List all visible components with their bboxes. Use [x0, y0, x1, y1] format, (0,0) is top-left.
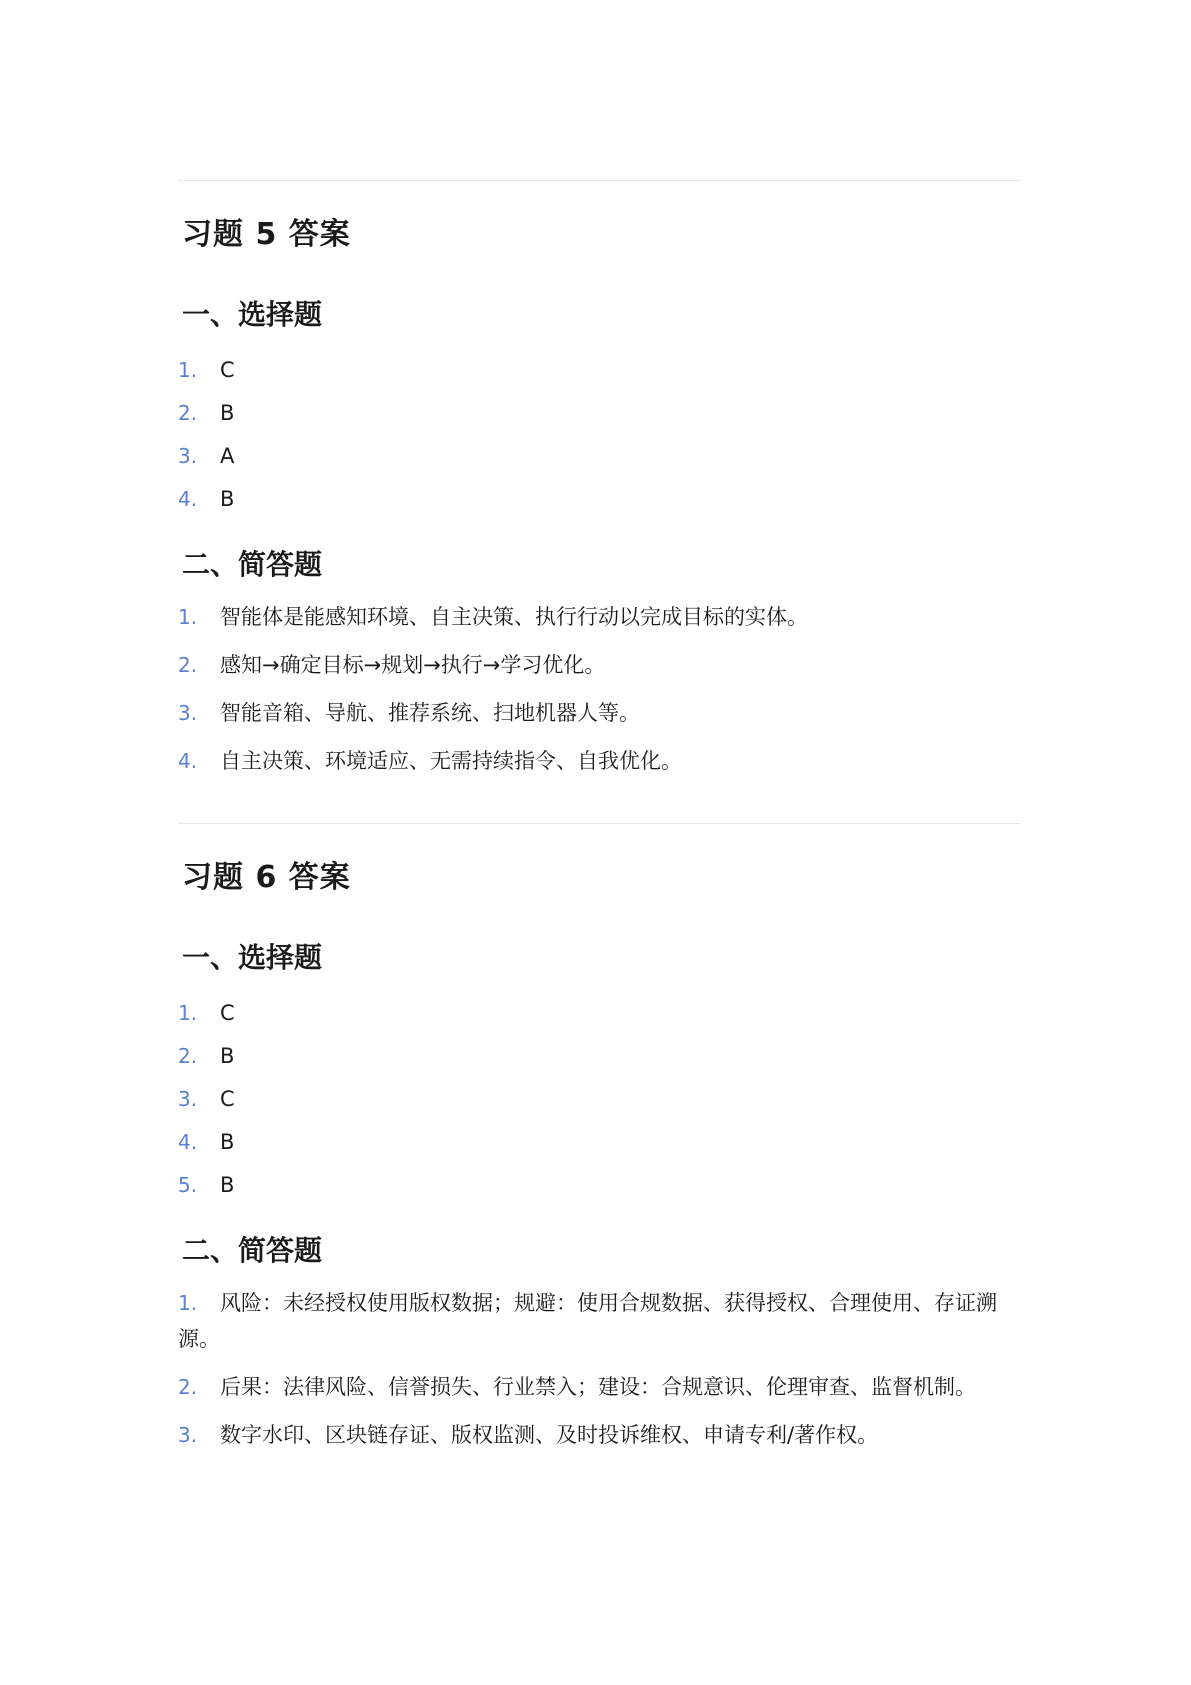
item-number: 3.	[178, 1087, 198, 1111]
short-answer-text: 自主决策、环境适应、无需持续指令、自我优化。	[220, 749, 682, 773]
section-title: 习题 5 答案	[182, 217, 351, 252]
short-answer-text: 智能音箱、导航、推荐系统、扫地机器人等。	[220, 701, 640, 725]
item-number: 5.	[178, 1173, 198, 1197]
choice-answer: C	[220, 358, 235, 382]
item-number: 1.	[178, 605, 198, 629]
list-item	[178, 392, 1020, 435]
list-item	[178, 1121, 1020, 1164]
exercise-5-section	[178, 180, 1020, 779]
choice-answer-list	[178, 349, 1020, 521]
list-item	[178, 1164, 1020, 1207]
item-number: 3.	[178, 701, 198, 725]
choice-answer: A	[220, 444, 235, 468]
item-number: 4.	[178, 487, 198, 511]
section-title: 习题 6 答案	[182, 860, 351, 895]
list-item	[178, 647, 1020, 683]
list-item	[178, 1078, 1020, 1121]
item-number: 2.	[178, 1044, 198, 1068]
short-answer-list	[178, 1285, 1020, 1453]
short-answer-list	[178, 599, 1020, 779]
short-answer-text: 数字水印、区块链存证、版权监测、及时投诉维权、申请专利/著作权。	[220, 1423, 879, 1447]
choice-heading: 一、选择题	[182, 941, 323, 974]
short-answer-text: 感知→确定目标→规划→执行→学习优化。	[220, 653, 606, 677]
item-number: 2.	[178, 653, 198, 677]
choice-answer: B	[220, 487, 235, 511]
list-item	[178, 435, 1020, 478]
short-answer-heading: 二、简答题	[182, 548, 323, 581]
choice-answer: C	[220, 1087, 235, 1111]
document-page	[178, 180, 1020, 1497]
short-answer-text: 智能体是能感知环境、自主决策、执行行动以完成目标的实体。	[220, 605, 808, 629]
item-number: 4.	[178, 749, 198, 773]
choice-answer: B	[220, 401, 235, 425]
exercise-6-section	[178, 823, 1020, 1453]
item-number: 4.	[178, 1130, 198, 1154]
list-item	[178, 478, 1020, 521]
short-answer-text: 后果：法律风险、信誉损失、行业禁入；建设：合规意识、伦理审查、监督机制。	[220, 1375, 976, 1399]
item-number: 2.	[178, 1375, 198, 1399]
item-number: 1.	[178, 358, 198, 382]
list-item	[178, 1369, 1020, 1405]
choice-answer: B	[220, 1173, 235, 1197]
choice-answer: B	[220, 1130, 235, 1154]
list-item	[178, 992, 1020, 1035]
choice-answer: B	[220, 1044, 235, 1068]
list-item	[178, 349, 1020, 392]
list-item	[178, 1035, 1020, 1078]
list-item	[178, 1285, 1020, 1357]
item-number: 2.	[178, 401, 198, 425]
short-answer-heading: 二、简答题	[182, 1234, 323, 1267]
item-number: 1.	[178, 1001, 198, 1025]
choice-answer-list	[178, 992, 1020, 1207]
item-number: 3.	[178, 1423, 198, 1447]
list-item	[178, 1417, 1020, 1453]
list-item	[178, 695, 1020, 731]
list-item	[178, 599, 1020, 635]
list-item	[178, 743, 1020, 779]
choice-answer: C	[220, 1001, 235, 1025]
item-number: 3.	[178, 444, 198, 468]
short-answer-text: 风险：未经授权使用版权数据；规避：使用合规数据、获得授权、合理使用、存证溯源。	[178, 1291, 997, 1351]
item-number: 1.	[178, 1291, 198, 1315]
choice-heading: 一、选择题	[182, 298, 323, 331]
